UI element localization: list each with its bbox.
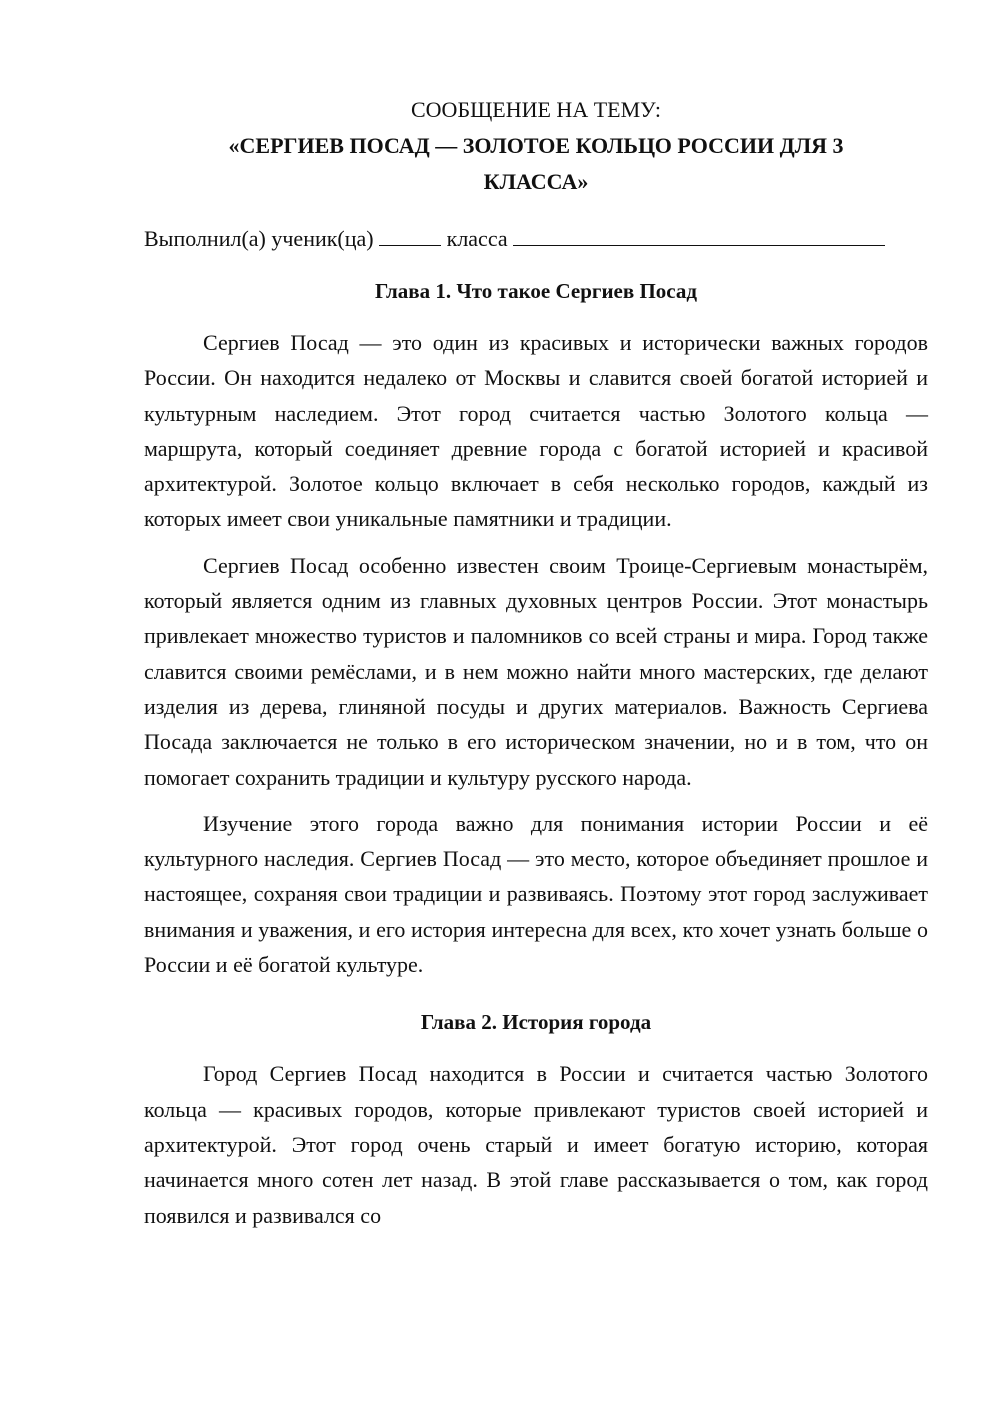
document-page (144, 92, 928, 1244)
author-line (144, 221, 928, 257)
chapter-2-paragraph: Город Сергиев Посад находится в России и считается частью Золотого кольца — красивых городов, которые привлекают туристов своей историей и архитектурой. Этот город очень старый и имеет богатую историю, которая начинается много сотен лет назад. В этой главе рассказывается о том, как город появился и развивался со (144, 1061, 928, 1228)
chapter-2-heading: Глава 2. История города (420, 1010, 652, 1035)
class-word: класса (446, 226, 508, 251)
class-number-blank (379, 223, 441, 246)
chapter-1-heading: Глава 1. Что такое Сергиев Посад (374, 279, 698, 303)
document-subject-line: СООБЩЕНИЕ НА ТЕМУ: (411, 97, 661, 122)
chapter-1-paragraph: Изучение этого города важно для понимания истории России и её культурного наследия. Сергиев Посад — это место, которое объединяет прошлое и настоящее, сохраняя свои традиции и развиваясь. Поэтому этот город заслуживает внимания и уважения, и его история интересна для всех, кто хочет узнать больше о России и её богатой культуре. (144, 810, 928, 978)
chapter-1-paragraph: Сергиев Посад особенно известен своим Троице-Сергиевым монастырём, который является одним из главных духовных центров России. Этот монастырь привлекает множество туристов и паломников со всей страны и мира. Город также славится своими ремёслами, и в нем можно найти много мастерских, где делают изделия из дерева, глиняной посуды и других материалов. Важность Сергиева Посада заключается не только в его историческом значении, но и в том, что он помогает сохранить традиции и культуру русского народа. (144, 552, 928, 790)
student-name-blank (513, 223, 885, 246)
document-title: «СЕРГИЕВ ПОСАД — ЗОЛОТОЕ КОЛЬЦО РОССИИ ДЛЯ 3 КЛАССА» (228, 133, 844, 194)
author-prefix: Выполнил(а) ученик(ца) (144, 226, 374, 251)
chapter-1-paragraph: Сергиев Посад — это один из красивых и исторически важных городов России. Он находится недалеко от Москвы и славится своей богатой историей и культурным наследием. Этот город считается частью Золотого кольца — маршрута, который соединяет древние города с богатой историей и красивой архитектурой. Золотое кольцо включает в себя несколько городов, каждый из которых имеет свои уникальные памятники и традиции. (144, 330, 928, 532)
